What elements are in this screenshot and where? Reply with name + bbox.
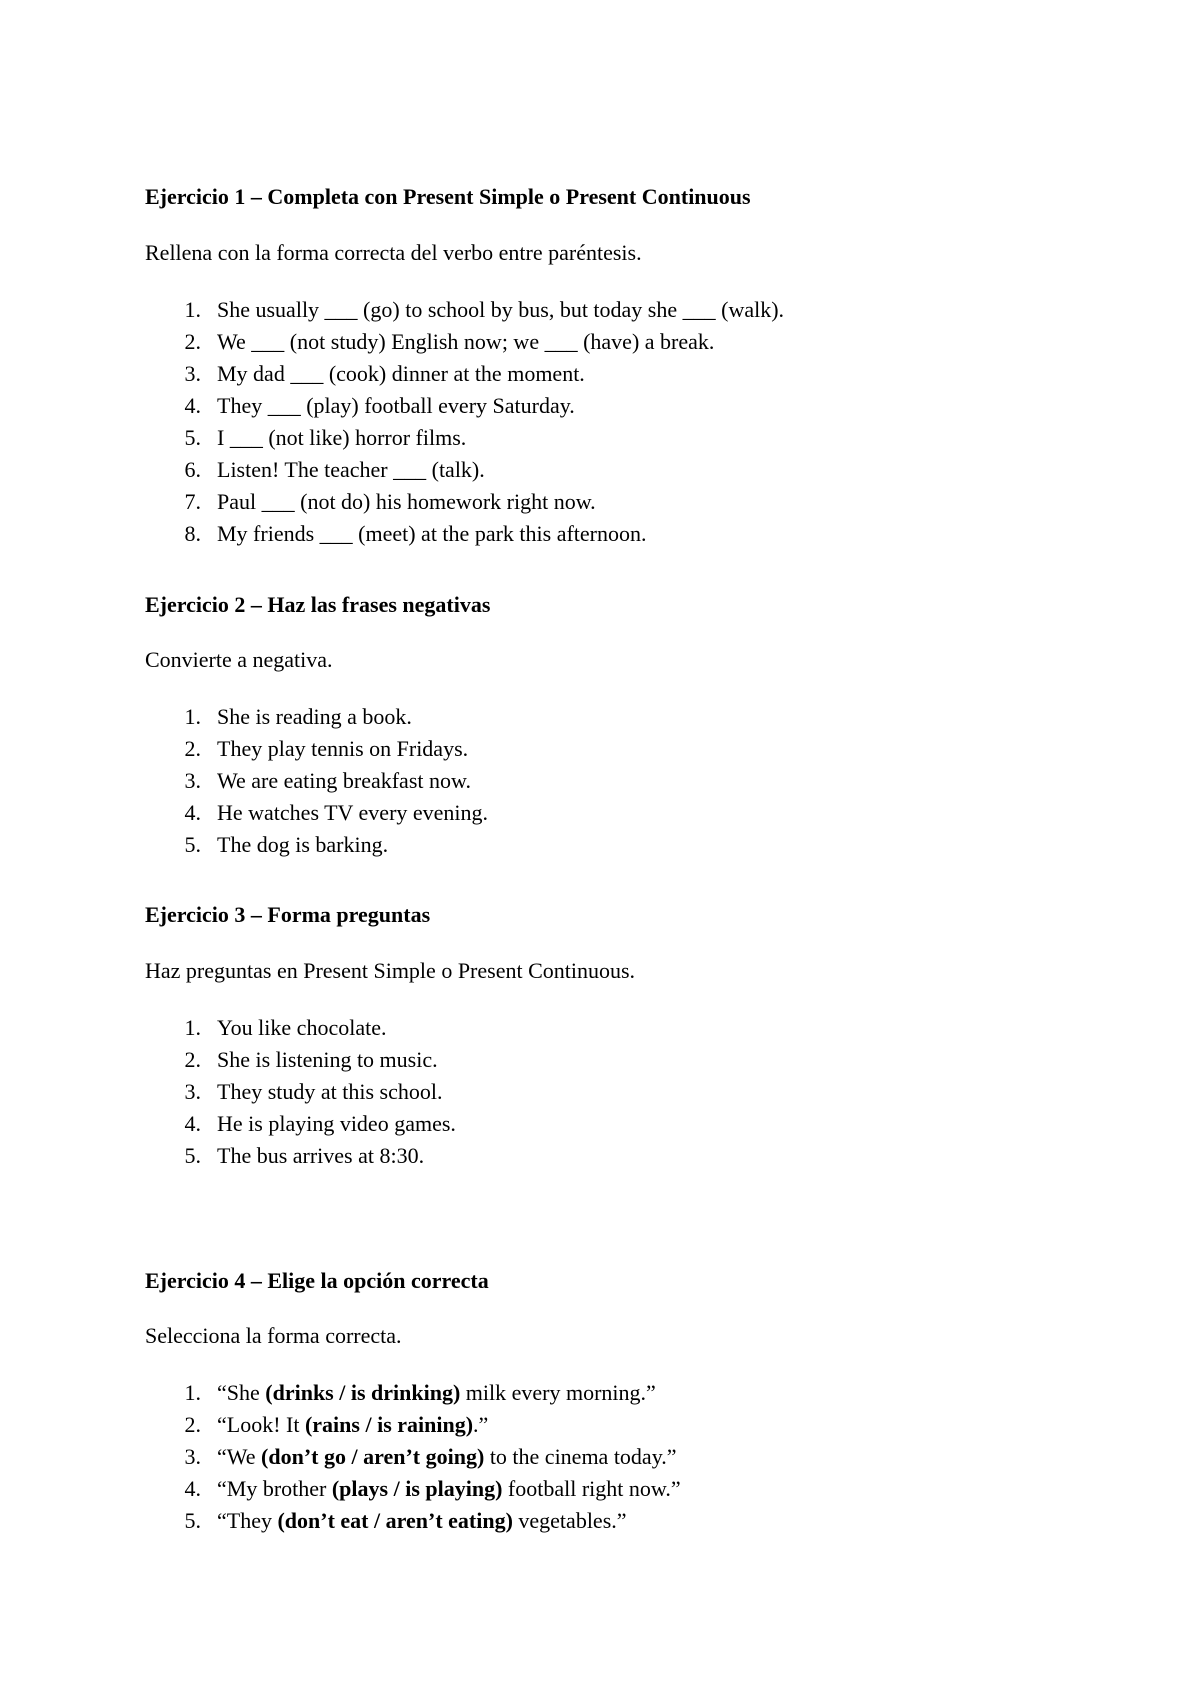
item-text: The bus arrives at 8:30. [217,1143,425,1168]
item-text [217,1377,656,1409]
sentence-start: “My brother [217,1476,332,1501]
item-number: 5. [184,832,201,857]
item-text: She is listening to music. [217,1047,438,1072]
item-number: 4. [184,800,201,825]
item-number: 2. [184,736,201,761]
item-text: They ___ (play) football every Saturday. [217,393,575,418]
item-number: 4. [184,393,201,418]
item-text: He watches TV every evening. [217,800,489,825]
item-text: My friends ___ (meet) at the park this afternoon. [217,521,647,546]
answer-options: (plays / is playing) [331,1476,503,1501]
item-number: 3. [184,1444,201,1469]
answer-options: (don’t eat / aren’t eating) [277,1508,513,1533]
item-text [217,1441,677,1473]
sentence-start: “Look! It [217,1412,305,1437]
item-number: 5. [184,1143,201,1168]
item-number: 4. [184,1476,201,1501]
item-number: 1. [184,704,201,729]
sentence-start: “They [217,1508,278,1533]
item-number: 3. [184,361,201,386]
item-number: 7. [184,489,201,514]
item-number: 3. [184,1079,201,1104]
sentence-start: “She [217,1380,266,1405]
exercise-2-instruction: Convierte a negativa. [145,647,333,672]
sentence-end: football right now.” [502,1476,681,1501]
item-number: 5. [184,425,201,450]
item-text: Listen! The teacher ___ (talk). [217,457,485,482]
item-number: 2. [184,329,201,354]
item-text: They study at this school. [217,1079,443,1104]
item-text: I ___ (not like) horror films. [217,425,467,450]
item-text: You like chocolate. [217,1015,387,1040]
item-text: She is reading a book. [217,704,412,729]
item-number: 1. [184,297,201,322]
sentence-end: vegetables.” [512,1508,627,1533]
sentence-end: milk every morning.” [460,1380,656,1405]
exercise-4-title: Ejercicio 4 – Elige la opción correcta [145,1268,489,1293]
sentence-start: “We [217,1444,262,1469]
item-text [217,1505,627,1537]
exercise-3-title: Ejercicio 3 – Forma preguntas [145,902,431,927]
item-number: 6. [184,457,201,482]
item-text [217,1409,488,1441]
answer-options: (don’t go / aren’t going) [261,1444,485,1469]
exercise-3-instruction: Haz preguntas en Present Simple o Present Continuous. [145,958,636,983]
item-text [217,1473,681,1505]
item-text: The dog is barking. [217,832,389,857]
item-number: 4. [184,1111,201,1136]
answer-options: (rains / is raining) [304,1412,474,1437]
item-number: 2. [184,1412,201,1437]
item-number: 8. [184,521,201,546]
item-text: We ___ (not study) English now; we ___ (have) a break. [217,329,715,354]
sentence-end: to the cinema today.” [484,1444,677,1469]
sentence-end: .” [473,1412,489,1437]
item-text: My dad ___ (cook) dinner at the moment. [217,361,585,386]
exercise-2-title: Ejercicio 2 – Haz las frases negativas [145,592,491,617]
answer-options: (drinks / is drinking) [265,1380,461,1405]
item-number: 5. [184,1508,201,1533]
item-text: They play tennis on Fridays. [217,736,469,761]
exercise-4-instruction: Selecciona la forma correcta. [145,1323,402,1348]
item-text: We are eating breakfast now. [217,768,471,793]
item-text: She usually ___ (go) to school by bus, but today she ___ (walk). [217,297,785,322]
item-number: 1. [184,1015,201,1040]
exercise-1-title: Ejercicio 1 – Completa con Present Simple o Present Continuous [145,184,751,209]
item-number: 2. [184,1047,201,1072]
item-text: Paul ___ (not do) his homework right now. [217,489,596,514]
item-text: He is playing video games. [217,1111,456,1136]
exercise-1-instruction: Rellena con la forma correcta del verbo entre paréntesis. [145,240,642,265]
item-number: 1. [184,1380,201,1405]
item-number: 3. [184,768,201,793]
